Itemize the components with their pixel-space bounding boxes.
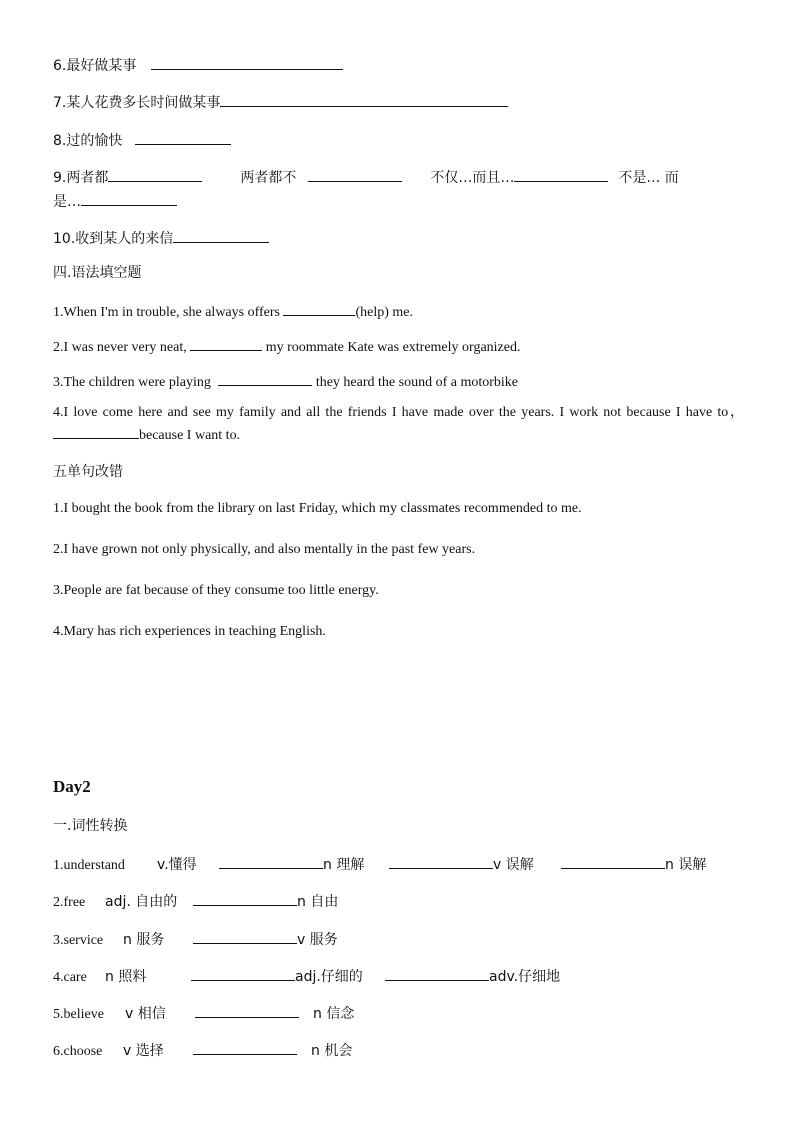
section-4-q2 (53, 336, 744, 357)
answer-blank[interactable] (173, 228, 269, 243)
phrase-9-text-e: 是… (53, 194, 81, 210)
target-form: n 误解 (665, 857, 707, 873)
phrase-7-text: 7.某人花费多长时间做某事 (53, 95, 221, 111)
phrase-8 (53, 130, 744, 150)
answer-blank[interactable] (193, 891, 297, 906)
q4-text-b: because I want to. (139, 428, 241, 443)
q2-text-a: 2.I was never very neat, (53, 340, 187, 355)
answer-blank[interactable] (195, 1003, 299, 1018)
answer-blank[interactable] (561, 854, 665, 869)
target-form: adj.仔细的 (295, 969, 363, 985)
q4-text-a: 4.I love come here and see my family and all the friends I have made over the years. I work not because I have to， (53, 405, 744, 420)
section-5-q1: 1.I bought the book from the library on last Friday, which my classmates recommended to me. (53, 501, 582, 516)
section-4-q4 (53, 401, 744, 447)
answer-blank[interactable] (135, 130, 231, 145)
word-pos: v.懂得 (157, 857, 197, 873)
section-5-q3: 3.People are fat because of they consume too little energy. (53, 583, 379, 598)
word-pos: n 服务 (123, 932, 165, 948)
answer-blank[interactable] (220, 92, 508, 107)
phrase-9-text-c: 不仅…而且… (430, 170, 515, 186)
phrase-7 (53, 92, 744, 112)
word-row-1 (53, 854, 744, 875)
section-5-q2: 2.I have grown not only physically, and also mentally in the past few years. (53, 542, 476, 557)
word: 6.choose (53, 1044, 103, 1059)
answer-blank[interactable] (190, 336, 262, 351)
section-4-q1 (53, 301, 744, 322)
word-pos: v 相信 (125, 1006, 166, 1022)
answer-blank[interactable] (193, 929, 297, 944)
section-4-q3 (53, 371, 744, 392)
answer-blank[interactable] (308, 167, 402, 182)
phrase-9-text-d: 不是… 而 (618, 170, 679, 186)
word-pos: adj. 自由的 (105, 894, 178, 910)
answer-blank[interactable] (108, 167, 202, 182)
day2-title: Day2 (53, 777, 91, 796)
q1-text-b: (help) me. (355, 305, 414, 320)
word: 4.care (53, 970, 87, 985)
target-form: n 信念 (313, 1006, 355, 1022)
target-form: v 服务 (297, 932, 338, 948)
word-pos: n 照料 (105, 969, 147, 985)
answer-blank[interactable] (385, 966, 489, 981)
word-row-6 (53, 1040, 744, 1061)
word: 3.service (53, 933, 104, 948)
answer-blank[interactable] (283, 301, 355, 316)
target-form: n 理解 (323, 857, 365, 873)
phrase-9 (53, 167, 744, 187)
section-4-title: 四.语法填空题 (53, 265, 142, 281)
phrase-9-text-b: 两者都不 (240, 170, 297, 186)
word-row-3 (53, 929, 744, 950)
answer-blank[interactable] (191, 966, 295, 981)
phrase-8-text: 8.过的愉快 (53, 133, 123, 149)
section-5-q4: 4.Mary has rich experiences in teaching English. (53, 624, 326, 639)
phrase-9-cont (53, 191, 744, 211)
target-form: v 误解 (493, 857, 534, 873)
target-form: n 自由 (297, 894, 339, 910)
word-row-5 (53, 1003, 744, 1024)
phrase-6-text: 6.最好做某事 (53, 58, 137, 74)
word: 1.understand (53, 858, 125, 873)
q2-text-b: my roommate Kate was extremely organized. (265, 340, 521, 355)
q3-text-b: they heard the sound of a motorbike (315, 375, 518, 390)
phrase-10-text: 10.收到某人的来信 (53, 231, 174, 247)
answer-blank[interactable] (389, 854, 493, 869)
phrase-9-text-a: 9.两者都 (53, 170, 109, 186)
answer-blank[interactable] (218, 371, 312, 386)
answer-blank[interactable] (151, 55, 343, 70)
word-row-4 (53, 966, 744, 987)
target-form: adv.仔细地 (489, 969, 561, 985)
q3-text-a: 3.The children were playing (53, 375, 211, 390)
answer-blank[interactable] (193, 1040, 297, 1055)
word-row-2 (53, 891, 744, 912)
answer-blank[interactable] (219, 854, 323, 869)
word-pos: v 选择 (123, 1043, 164, 1059)
answer-blank[interactable] (53, 424, 139, 439)
target-form: n 机会 (311, 1043, 353, 1059)
phrase-10 (53, 228, 744, 248)
answer-blank[interactable] (514, 167, 608, 182)
phrase-6 (53, 55, 744, 75)
answer-blank[interactable] (81, 191, 177, 206)
day2-section-1-title: 一.词性转换 (53, 818, 128, 834)
word: 2.free (53, 895, 86, 910)
q1-text-a: 1.When I'm in trouble, she always offers (53, 305, 280, 320)
section-5-title: 五单句改错 (53, 464, 123, 480)
word: 5.believe (53, 1007, 104, 1022)
